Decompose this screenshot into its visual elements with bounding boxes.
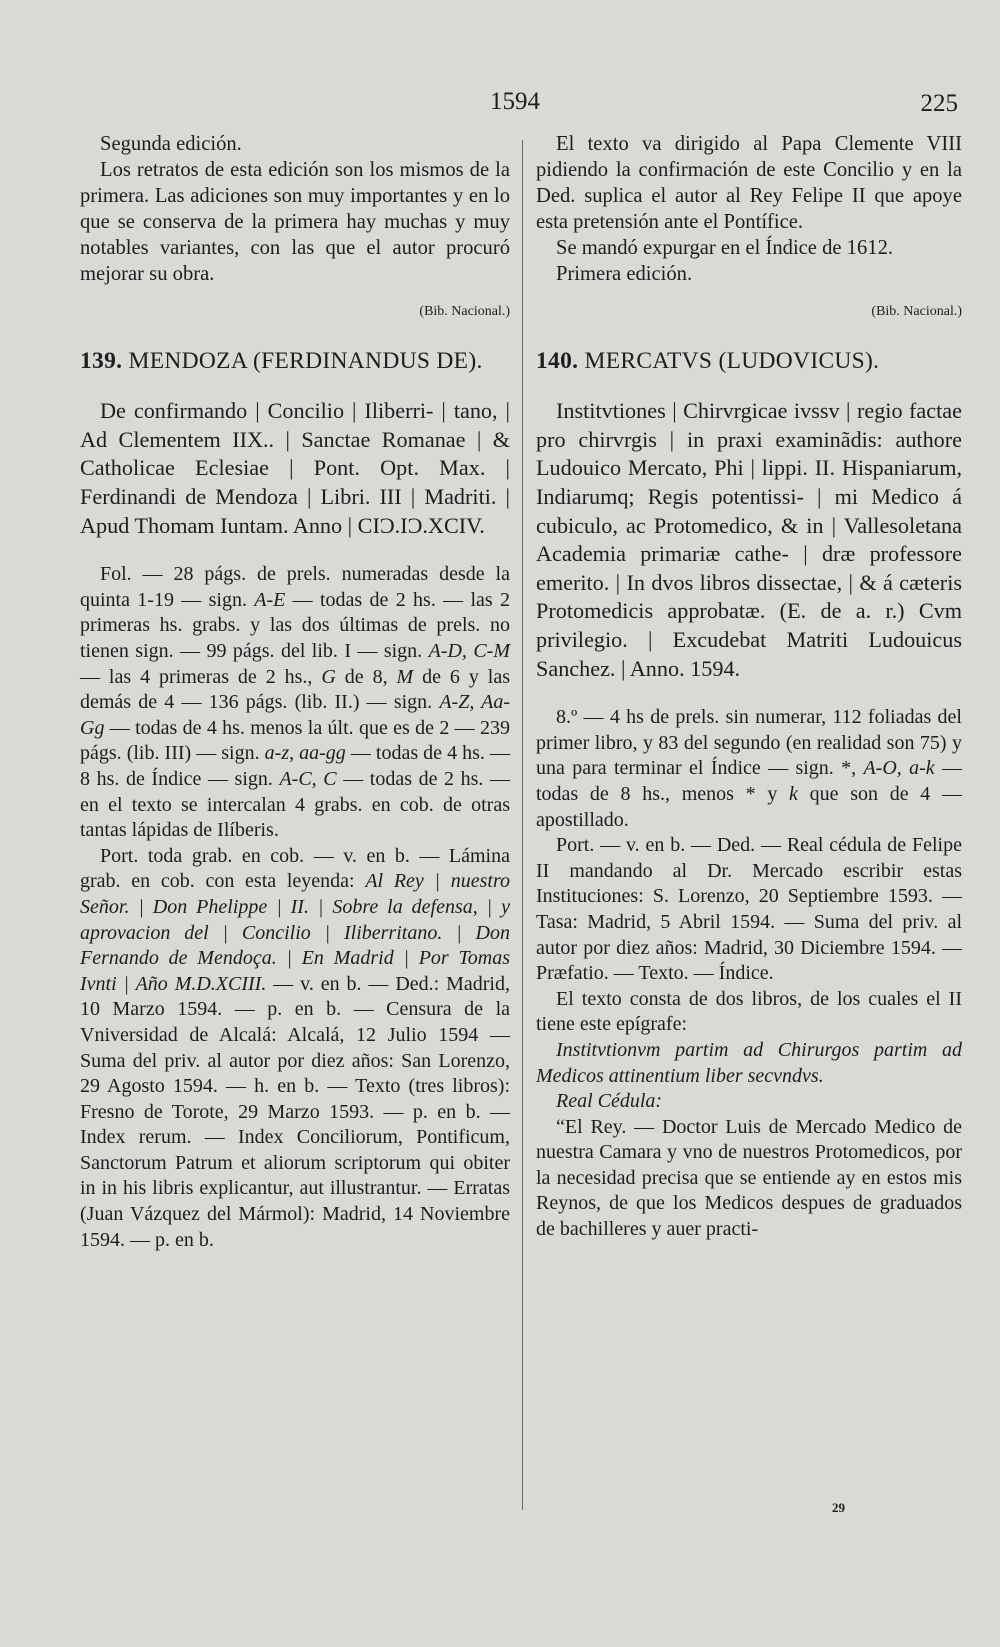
page-number: 225	[920, 90, 958, 117]
edition-description: Los retratos de esta edición son los mismos de la primera. Las adiciones son muy importantes y en lo que se conserva de la primera hay muchas y muy notables variantes, con las que el autor procuró mejorar su obra.	[80, 158, 510, 285]
entry-heading-140	[536, 349, 962, 375]
entry-author: MENDOZA (FERDINANDUS DE).	[128, 348, 483, 375]
entry-heading-139	[80, 349, 510, 375]
edition-note: Primera edición.	[556, 262, 693, 285]
library-note: (Bib. Nacional.)	[419, 304, 510, 320]
collation-description: Fol. — 28 págs. de prels. numeradas desde la quinta 1-19 — sign. A-E — todas de 2 hs. — las 2 primeras hs. grabs. y las dos últimas de prels. no tienen sign. — 99 págs. del lib. I — sign. A-D, C-M — las 4 primeras de 2 hs., G de 8, M de 6 y las demás de 4 — 136 págs. (lib. II.) — sign. A-Z, Aa-Gg — todas de 4 hs. menos la últ. que es de 2 — 239 págs. (lib. III) — sign. a-z, aa-gg — todas de 4 hs. — 8 hs. de Índice — sign. A-C, C — todas de 2 hs. — en el texto se intercalan 4 grabs. en cob. de otras tantas lápidas de Ilíberis.	[80, 563, 511, 842]
column-divider	[522, 140, 523, 1510]
royal-decree-heading: Real Cédula:	[556, 1090, 663, 1113]
printer-signature: 29	[832, 1500, 845, 1515]
contents-description: Port. — v. en b. — Ded. — Real cédula de Felipe II mandando al Dr. Mercado escribir estas Instituciones: S. Lorenzo, 20 Septiembre 1593. — Tasa: Madrid, 5 Abril 1594. — Suma del priv. al autor por diez años: Madrid, 30 Diciembre 1594. — Præfatio. — Texto. — Índice.	[536, 834, 962, 985]
entry-number: 139.	[80, 348, 123, 375]
text-structure-note: El texto consta de dos libros, de los cuales el II tiene este epígrafe:	[536, 987, 962, 1036]
header-year: 1594	[490, 88, 540, 115]
text-note: El texto va dirigido al Papa Clemente VIII pidiendo la confirmación de este Concilio y en la Ded. suplica el autor al Rey Felipe II que apoye esta pretensión ante el Pontífice.	[536, 133, 962, 233]
entry-number: 140.	[536, 348, 579, 375]
library-note: (Bib. Nacional.)	[871, 304, 962, 320]
book-two-epigraph: Institvtionvm partim ad Chirurgos partim ad Medicos attinentium liber secvndvs.	[536, 1038, 962, 1087]
left-column	[80, 132, 510, 1253]
entry-author: MERCATVS (LUDOVICUS).	[584, 348, 880, 375]
contents-description: Port. toda grab. en cob. — v. en b. — Lámina grab. en cob. con esta leyenda: Al Rey | nuestro Señor. | Don Phelippe | II. | Sobre la defensa, | y aprovacion del | Concilio | Iliberritano. | Don Fernando de Mendoça. | En Madrid | Por Tomas Ivnti | Año M.D.XCIII. — v. en b. — Ded.: Madrid, 10 Marzo 1594. — p. en b. — Censura de la Vniversidad de Alcalá: Alcalá, 12 Julio 1594 — Suma del priv. al autor por diez años: San Lorenzo, 29 Agosto 1594. — h. en b. — Texto (tres libros): Fresno de Torote, 29 Marzo 1593. — p. en b. — Index rerum. — Index Conciliorum, Pontificum, Sanctorum Patrum et aliorum scriptorum qui obiter in in his libris explicantur, aut illustrantur. — Erratas (Juan Vázquez del Mármol): Madrid, 14 Noviembre 1594. — p. en b.	[80, 844, 511, 1251]
collation-description: 8.º — 4 hs de prels. sin numerar, 112 foliadas del primer libro, y 83 del segundo (en realidad son 75) y una para terminar el Índice — sign. *, A-O, a-k — todas de 8 hs., menos * y k que son de 4 — apostillado.	[536, 706, 963, 831]
edition-note: Segunda edición.	[100, 133, 242, 155]
entry-title: De confirmando | Concilio | Iliberri- | tano, | Ad Clementem IIX.. | Sanctae Romanae | & Catholicae Eclesiae | Pont. Opt. Max. | Ferdinandi de Mendoza | Libri. III | Madriti. | Apud Thomam Iuntam. Anno | CIƆ.IƆ.XCIV.	[80, 398, 510, 538]
page-header	[0, 88, 1000, 128]
royal-decree-text: “El Rey. — Doctor Luis de Mercado Medico de nuestra Camara y vno de nuestros Protomedicos, por la necesidad precisa que se entiende ay en estos mis Reynos, de que los Medicos despues de graduados de bachilleres y auer practi-	[536, 1115, 962, 1241]
entry-title: Institvtiones | Chirvrgicae ivssv | regio factae pro chirvrgis | in praxi examinãdis: authore Ludouico Mercato, Phi | lippi. II. Hispaniarum, Indiarumq; Regis potentissi- | mi Medico á cubiculo, ac Protomedico, & in | Vallesoletana Academia primariæ cathe- | dræ professore emerito. | In dvos libros dissectae, | & á cæteris Protomedicis approbatæ. (E. de a. r.) Cvm privilegio. | Excudebat Matriti Ludouicus Sanchez. | Anno. 1594.	[536, 398, 962, 681]
right-column	[536, 132, 962, 1243]
expurgation-note: Se mandó expurgar en el Índice de 1612.	[556, 236, 894, 259]
